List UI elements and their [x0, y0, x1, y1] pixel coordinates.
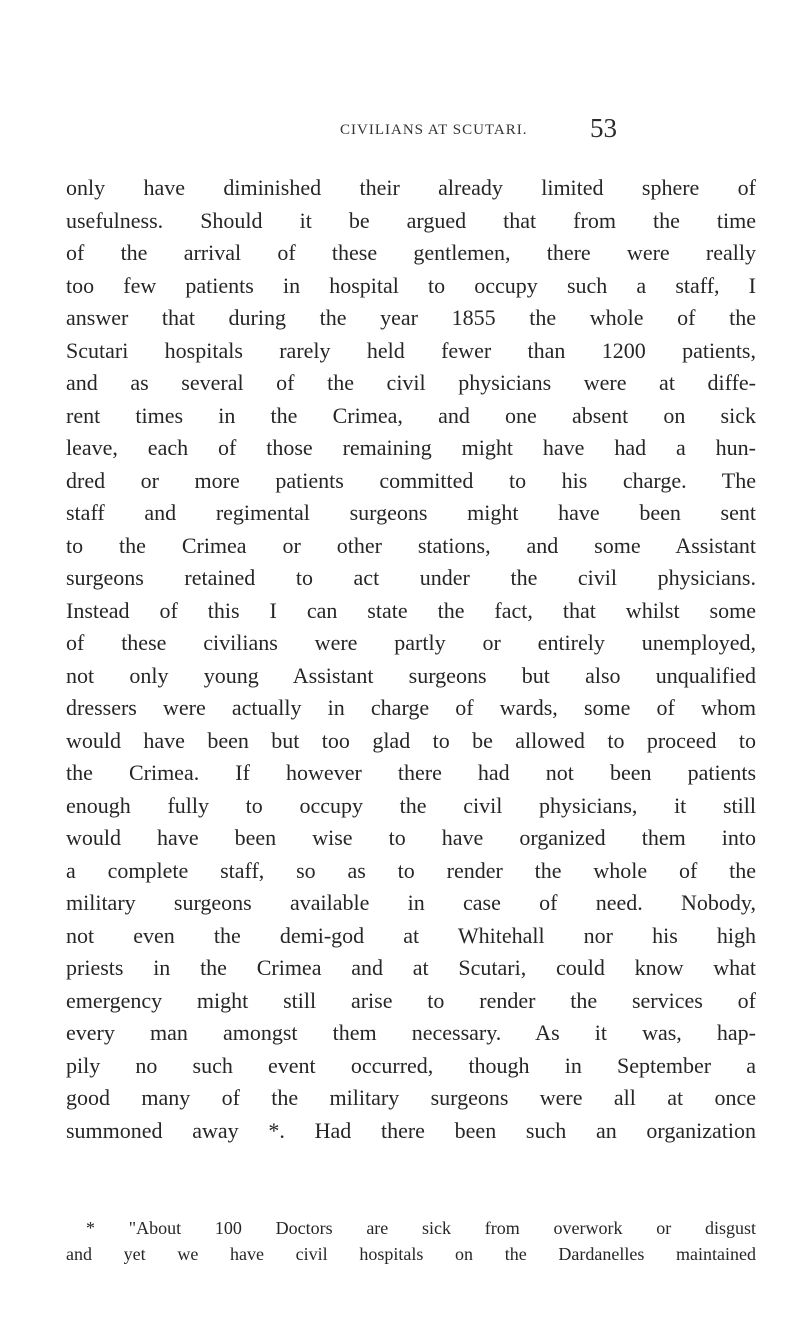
text-line: not only young Assistant surgeons but also unqualified [66, 662, 756, 688]
text-line: enough fully to occupy the civil physicians, it still [66, 792, 756, 818]
text-line: Scutari hospitals rarely held fewer than 1200 patients, [66, 337, 756, 363]
running-head: CIVILIANS AT SCUTARI. [340, 122, 528, 138]
footnote-line: * "About 100 Doctors are sick from overwork or disgust [86, 1218, 756, 1238]
text-line: answer that during the year 1855 the whole of the [66, 305, 756, 330]
page-number: 53 [590, 113, 617, 143]
text-line: not even the demi-god at Whitehall nor his high [66, 922, 756, 948]
text-line: pily no such event occurred, though in September a [66, 1052, 756, 1078]
text-line: dressers were actually in charge of wards, some of whom [66, 695, 756, 720]
text-line: only have diminished their already limited sphere of [66, 175, 756, 200]
text-line: Instead of this I can state the fact, that whilst some [66, 597, 756, 623]
text-line: and as several of the civil physicians were at diffe- [66, 370, 756, 395]
text-line: summoned away *. Had there been such an organization [66, 1117, 756, 1143]
text-line: military surgeons available in case of need. Nobody, [66, 890, 756, 915]
text-line: priests in the Crimea and at Scutari, could know what [66, 955, 756, 980]
text-line: to the Crimea or other stations, and some Assistant [66, 532, 756, 558]
text-line: usefulness. Should it be argued that from the time [66, 207, 756, 233]
text-line: a complete staff, so as to render the whole of the [66, 857, 756, 883]
text-line: staff and regimental surgeons might have been sent [66, 500, 756, 525]
body-text [66, 172, 756, 1147]
text-line: of the arrival of these gentlemen, there were really [66, 240, 756, 265]
text-line: rent times in the Crimea, and one absent on sick [66, 402, 756, 428]
text-line: emergency might still arise to render the services of [66, 987, 756, 1013]
footnote-line: and yet we have civil hospitals on the Dardanelles maintained [66, 1244, 756, 1264]
text-line: too few patients in hospital to occupy such a staff, I [66, 272, 756, 298]
footnote [66, 1215, 756, 1267]
text-line: of these civilians were partly or entirely unemployed, [66, 630, 756, 655]
text-line: good many of the military surgeons were all at once [66, 1085, 756, 1110]
text-line: would have been wise to have organized them into [66, 825, 756, 850]
text-line: would have been but too glad to be allowed to proceed to [66, 727, 756, 753]
text-line: dred or more patients committed to his charge. The [66, 467, 756, 493]
text-line: the Crimea. If however there had not been patients [66, 760, 756, 785]
text-line: every man amongst them necessary. As it was, hap- [66, 1020, 756, 1045]
text-line: leave, each of those remaining might have had a hun- [66, 435, 756, 460]
text-line: surgeons retained to act under the civil physicians. [66, 565, 756, 590]
